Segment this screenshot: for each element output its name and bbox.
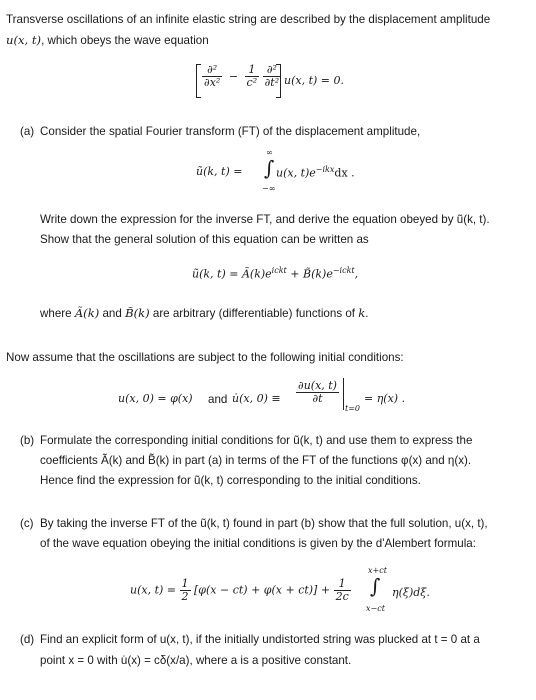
part-b-label: (b) <box>20 434 35 447</box>
half-frac: $\frac{1}{2}$ <box>181 577 189 603</box>
initial-conditions-text: Now assume that the oscillations are subject to the following initial conditions: <box>6 351 404 364</box>
part-a-line-4: where Ã(k) and B̃(k) are arbitrary (differentiable) functions of k. <box>40 306 369 320</box>
intro-line-2 <box>6 33 209 48</box>
general-solution: ũ(k, $t) = Ã(k)e^{ickt}$ + $B̃(k)e^{-ickt}$, <box>192 266 359 281</box>
wave-frac-1: $\frac{\text{∂²}}{\text{∂x²}}$ <box>204 63 221 89</box>
wave-frac-2: $\frac{1}{\text{c²}}$ <box>246 63 258 89</box>
ic-right: = η(x) . <box>364 392 406 405</box>
ic-left: u(x, 0) = φ(x) <box>118 392 193 405</box>
part-a-line-3: Show that the general solution of this equation can be written as <box>40 233 369 246</box>
intro-line-2-text: , which obeys the wave equation <box>41 34 209 47</box>
intro-line-1: Transverse oscillations of an infinite elastic string are described by the displacement amplitude <box>6 13 491 26</box>
part-d-label: (d) <box>20 633 35 646</box>
ic-eval-bar <box>343 378 344 410</box>
wave-equation: $\frac{\text{∂²}}{\text{∂x²}}$ − $\frac{1}{\text{c²}}$ $\frac{\text{∂²}}{\text{∂t²}}$ <box>204 63 280 89</box>
wave-eq-left-bracket <box>196 64 201 98</box>
part-b-line-3: Hence find the expression for ũ(k, t) corresponding to the initial conditions. <box>40 474 421 487</box>
part-b-line-2: coefficients Ã(k) and B̃(k) in part (a) in terms of the FT of the functions φ(x) and η(x). <box>40 454 472 467</box>
dalembert-integrand: η(ξ)dξ. <box>392 586 430 599</box>
dalembert-integral-sign: ∫ <box>370 574 381 598</box>
ic-eval-sub: t=0 <box>345 404 361 413</box>
part-a-line-2: Write down the expression for the inverse FT, and derive the equation obeyed by ũ(k, t). <box>40 213 490 226</box>
wave-frac-3: $\frac{\text{∂²}}{\text{∂t²}}$ <box>264 63 280 89</box>
part-c-line-2: of the wave equation obeying the initial conditions is given by the d'Alembert formula: <box>40 537 476 550</box>
ft-integrand: u(x, $t)e^{-ikx}dx$ . <box>276 165 355 180</box>
part-a-label: (a) <box>20 125 35 138</box>
dalembert-formula: u(x, t) = $\frac{1}{2}$ [φ(x − ct) + φ(x + ct)] + $\frac{1}{2c}$ <box>130 577 349 603</box>
ic-fraction: $\frac{\partial u(x, t)}{\partial t}$ <box>298 379 337 405</box>
part-c-label: (c) <box>20 517 34 530</box>
ft-integral-sign: ∫ <box>264 156 275 180</box>
ft-int-lower: −∞ <box>262 184 276 193</box>
part-d-line-2: point x = 0 with u̇(x) = cδ(x/a), where a is a positive constant. <box>40 654 352 667</box>
part-d-line-1: Find an explicit form of u(x, t), if the initially undistorted string was plucked at t = 0 at a <box>40 633 480 646</box>
ft-int-upper: ∞ <box>266 148 273 157</box>
part-c-line-1: By taking the inverse FT of the ũ(k, t) found in part (b) show that the full solution, u(x, t), <box>40 517 488 530</box>
intro-u-symbol: u(x, t) <box>6 33 42 47</box>
wave-eq-right-bracket <box>276 64 281 98</box>
ft-lhs: ũ(k, t) = <box>196 165 243 178</box>
dalembert-int-lower: x−ct <box>366 604 385 613</box>
ic-mid: u̇(x, 0) ≡ <box>232 392 281 405</box>
part-a-text: Consider the spatial Fourier transform (FT) of the displacement amplitude, <box>40 125 421 138</box>
part-b-line-1: Formulate the corresponding initial conditions for ũ(k, t) and use them to express the <box>40 434 473 447</box>
dalembert-int-upper: x+ct <box>368 566 387 575</box>
ic-and: and <box>208 393 228 406</box>
one-over-2c-frac: $\frac{1}{2c}$ <box>335 577 349 603</box>
wave-eq-rhs: u(x, t) = 0. <box>284 74 344 87</box>
